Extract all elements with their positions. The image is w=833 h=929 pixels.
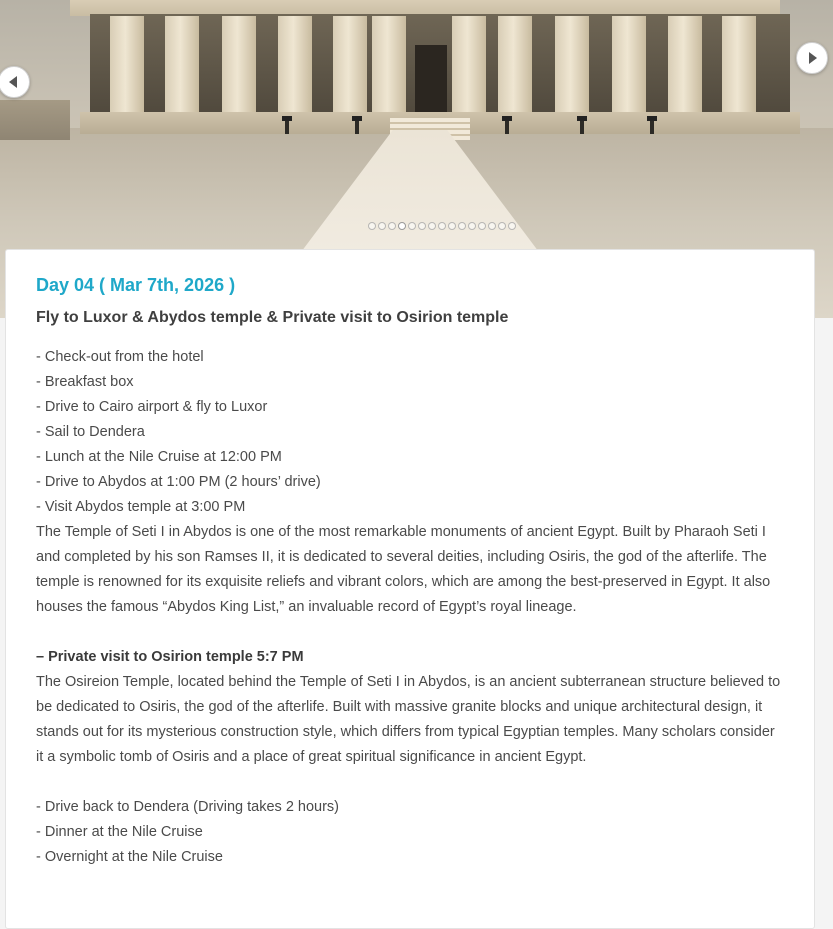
slider-dot[interactable] — [428, 222, 436, 230]
temple-column — [333, 16, 367, 118]
osirion-heading: – Private visit to Osirion temple 5:7 PM — [36, 649, 304, 665]
next-slide-button[interactable] — [796, 42, 828, 74]
chevron-right-icon — [809, 52, 817, 64]
ruin-wall — [0, 100, 70, 140]
temple-column — [498, 16, 532, 118]
temple-doorway — [415, 45, 447, 118]
lamp-post — [580, 120, 584, 134]
lamp-post — [355, 120, 359, 134]
day-title: Day 04 ( Mar 7th, 2026 ) — [36, 275, 236, 295]
schedule-item: - Sail to Dendera — [36, 424, 145, 440]
lamp-post — [505, 120, 509, 134]
slider-dot[interactable] — [398, 222, 406, 230]
day-subtitle: Fly to Luxor & Abydos temple & Private visit to Osirion temple — [36, 309, 509, 326]
temple-column — [110, 16, 144, 118]
slider-dot[interactable] — [438, 222, 446, 230]
schedule-item: - Check-out from the hotel — [36, 349, 204, 365]
slider-dot[interactable] — [478, 222, 486, 230]
temple-column — [555, 16, 589, 118]
closing-item: - Overnight at the Nile Cruise — [36, 849, 223, 865]
schedule-item: - Lunch at the Nile Cruise at 12:00 PM — [36, 449, 282, 465]
temple-column — [722, 16, 756, 118]
slider-dot[interactable] — [468, 222, 476, 230]
temple-column — [278, 16, 312, 118]
slider-dot[interactable] — [448, 222, 456, 230]
prev-slide-button[interactable] — [0, 66, 30, 98]
schedule-item: - Drive to Abydos at 1:00 PM (2 hours’ drive) — [36, 474, 321, 490]
slider-dot[interactable] — [508, 222, 516, 230]
slider-dot[interactable] — [498, 222, 506, 230]
abydos-paragraph: The Temple of Seti I in Abydos is one of the most remarkable monuments of ancient Egypt. Built by Pharaoh Seti I and completed by his son Ramses II, it is dedicated to several deities, including Osiris, the god of the afterlife. The temple is renowned for its exquisite reliefs and vibrant colors, which are among the best-preserved in Egypt. It also houses the famous “Abydos King List,” an invaluable record of Egypt’s royal lineage. — [36, 524, 771, 615]
chevron-left-icon — [9, 76, 17, 88]
closing-item: - Dinner at the Nile Cruise — [36, 824, 203, 840]
day-description — [36, 345, 784, 870]
temple-column — [222, 16, 256, 118]
itinerary-day-card — [5, 249, 815, 929]
lamp-post — [650, 120, 654, 134]
temple-column — [165, 16, 199, 118]
slider-dot[interactable] — [458, 222, 466, 230]
slider-dot[interactable] — [408, 222, 416, 230]
slider-dot[interactable] — [368, 222, 376, 230]
temple-column — [612, 16, 646, 118]
temple-column — [372, 16, 406, 118]
slider-dot[interactable] — [418, 222, 426, 230]
slider-pagination — [368, 222, 516, 230]
temple-column — [668, 16, 702, 118]
slider-dot[interactable] — [378, 222, 386, 230]
lamp-post — [285, 120, 289, 134]
schedule-item: - Visit Abydos temple at 3:00 PM — [36, 499, 246, 515]
slider-dot[interactable] — [388, 222, 396, 230]
osirion-paragraph: The Osireion Temple, located behind the Temple of Seti I in Abydos, is an ancient subterranean structure believed to be dedicated to Osiris, the god of the afterlife. Built with massive granite blocks and unique architectural design, it stands out for its mysterious construction style, which differs from typical Egyptian temples. Many scholars consider it a symbolic tomb of Osiris and a place of great spiritual significance in ancient Egypt. — [36, 674, 781, 765]
temple-column — [452, 16, 486, 118]
schedule-item: - Breakfast box — [36, 374, 134, 390]
schedule-item: - Drive to Cairo airport & fly to Luxor — [36, 399, 268, 415]
slider-dot[interactable] — [488, 222, 496, 230]
closing-item: - Drive back to Dendera (Driving takes 2 hours) — [36, 799, 340, 815]
